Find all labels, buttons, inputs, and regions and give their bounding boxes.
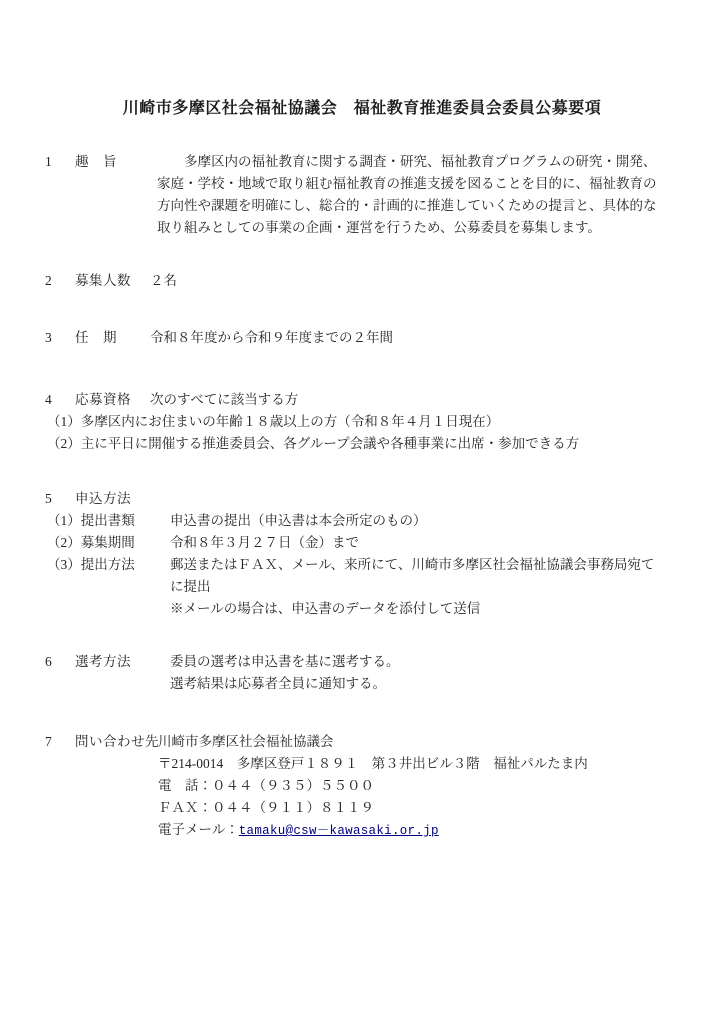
section-eligibility-label: 応募資格: [75, 392, 131, 407]
section-headcount: [45, 270, 699, 292]
contact-address: 〒214-0014 多摩区登戸１８９１ 第３井出ビル３階 福祉パルたま内: [158, 756, 588, 771]
section-purpose-label: 趣 旨: [75, 154, 117, 169]
contact-fax-label: ＦＡＸ：: [158, 800, 212, 815]
contact-phone-number: ０４４（９３５）５５００: [212, 778, 374, 793]
section-eligibility-intro: 次のすべてに該当する方: [150, 392, 299, 407]
eligibility-item-2: （2）主に平日に開催する推進委員会、各グループ会議や各種事業に出席・参加できる方: [47, 436, 580, 451]
section-application: [45, 488, 699, 620]
section-contact-number: 7: [45, 734, 52, 749]
selection-line-1: 委員の選考は申込書を基に選考する。: [170, 654, 400, 669]
section-headcount-value: ２名: [150, 273, 177, 288]
application-item-period: [45, 532, 699, 554]
application-item-documents-label: （1）提出書類: [47, 513, 135, 528]
application-item-period-label: （2）募集期間: [47, 535, 135, 550]
selection-line-2: 選考結果は応募者全員に通知する。: [170, 676, 386, 691]
section-contact: [45, 731, 699, 842]
section-application-label: 申込方法: [75, 491, 131, 506]
contact-email-label: 電子メール：: [158, 822, 239, 837]
section-term-label: 任 期: [75, 330, 117, 345]
contact-fax-number: ０４４（９１１）８１１９: [212, 800, 374, 815]
section-contact-label: 問い合わせ先: [75, 734, 159, 749]
application-item-method-note: ※メールの場合は、申込書のデータを添付して送信: [170, 601, 481, 616]
section-purpose: [45, 151, 699, 239]
section-application-number: 5: [45, 491, 52, 506]
section-headcount-number: 2: [45, 273, 52, 288]
contact-phone-line: [158, 775, 699, 797]
section-eligibility: [45, 389, 699, 455]
section-purpose-number: 1: [45, 154, 52, 169]
section-selection-number: 6: [45, 654, 52, 669]
section-term-value: 令和８年度から令和９年度までの２年間: [150, 330, 393, 345]
application-item-method-label: （3）提出方法: [47, 557, 135, 572]
application-item-method-value-line1: 郵送またはＦＡＸ、メール、来所にて、川崎市多摩区社会福祉協議会事務局宛て: [170, 557, 655, 572]
section-term-number: 3: [45, 330, 52, 345]
contact-phone-label: 電 話：: [158, 778, 212, 793]
application-item-documents: [45, 510, 699, 532]
eligibility-item-1: （1）多摩区内にお住まいの年齢１８歳以上の方（令和８年４月１日現在）: [47, 414, 500, 429]
section-selection-label: 選考方法: [75, 654, 131, 669]
section-selection: [45, 651, 699, 695]
page-title: 川崎市多摩区社会福祉協議会 福祉教育推進委員会委員公募要項: [122, 100, 602, 117]
contact-email-link[interactable]: tamaku@csw－kawasaki.or.jp: [238, 824, 439, 838]
contact-organization: 川崎市多摩区社会福祉協議会: [158, 734, 334, 749]
application-item-period-value: 令和８年３月２７日（金）まで: [170, 535, 359, 550]
application-item-method: [45, 554, 699, 620]
section-eligibility-number: 4: [45, 392, 52, 407]
contact-fax-line: [158, 797, 699, 819]
section-headcount-label: 募集人数: [75, 273, 131, 288]
contact-email-line: [158, 819, 699, 842]
section-term: [45, 327, 699, 349]
application-item-documents-value: 申込書の提出（申込書は本会所定のもの）: [170, 513, 427, 528]
application-item-method-value-line2: に提出: [170, 579, 211, 594]
section-purpose-body: 多摩区内の福祉教育に関する調査・研究、福祉教育プログラムの研究・開発、家庭・学校・地域で取り組む福祉教育の推進支援を図ることを目的に、福祉教育の方向性や課題を明確にし、総合的・計画的に推進していくための提言と、具体的な取り組みとしての事業の企画・運営を行うため、公募委員を募集します。: [157, 154, 657, 235]
